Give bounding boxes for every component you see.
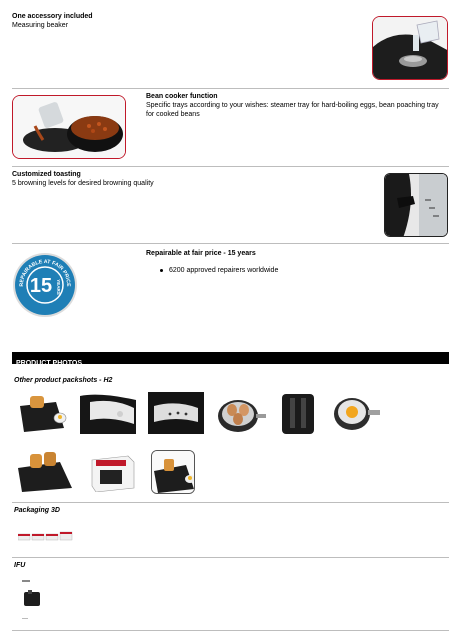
feature-title: Repairable at fair price - 15 years <box>146 250 256 257</box>
feature-description: Measuring beaker <box>12 22 69 29</box>
badge-unit: YEARS <box>56 279 61 295</box>
packshot-toaster-bread <box>16 450 74 492</box>
packshot-toaster-top <box>80 392 136 434</box>
repairable-badge <box>12 252 78 318</box>
badge-arc-text: REPAIRABLE AT FAIR PRICE <box>18 258 72 287</box>
bean-cooker-image <box>12 95 126 159</box>
packshot-poached-egg <box>330 392 380 434</box>
section-divider <box>12 88 449 89</box>
feature-description: 5 browning levels for desired browning quality <box>12 180 154 187</box>
ifu-document-image <box>20 578 46 622</box>
packaging-3d-image <box>18 530 74 542</box>
packshot-selected <box>151 450 195 494</box>
product-photos-title: PRODUCT PHOTOS <box>16 360 82 367</box>
measuring-beaker-image <box>372 16 448 80</box>
packshot-box <box>88 452 136 492</box>
section-divider <box>12 243 449 244</box>
bullet-icon <box>160 269 163 272</box>
feature-bean-cooker <box>146 92 446 119</box>
section-divider <box>12 502 449 503</box>
section-divider <box>12 166 449 167</box>
feature-bullet-item <box>146 266 446 275</box>
browning-control-image <box>384 173 448 237</box>
ifu-title: IFU <box>14 562 26 569</box>
section-divider <box>12 630 449 631</box>
feature-description: Specific trays according to your wishes: steamer tray for hard-boiling eggs, bean poaching tray for cooked beans <box>146 102 439 118</box>
section-divider <box>12 557 449 558</box>
feature-repairable <box>146 249 446 275</box>
feature-title: One accessory included <box>12 13 93 20</box>
packshot-toaster-slots <box>278 392 318 436</box>
product-photos-header <box>12 352 449 367</box>
feature-title: Customized toasting <box>12 171 81 178</box>
feature-bullet-text: 6200 approved repairers worldwide <box>169 267 279 274</box>
feature-title: Bean cooker function <box>146 93 218 100</box>
packaging-title: Packaging 3D <box>14 507 60 514</box>
packshot-toaster-egg-left <box>16 392 68 434</box>
packshot-egg-tray <box>216 392 266 434</box>
packshot-control-panel <box>148 392 204 434</box>
packshots-title: Other product packshots - H2 <box>14 377 113 384</box>
badge-number: 15 <box>29 275 53 297</box>
